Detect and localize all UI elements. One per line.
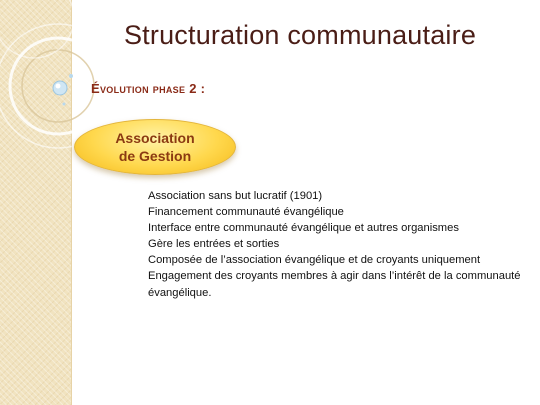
list-item: Association sans but lucratif (1901) [148,190,323,202]
list-item: Engagement des croyants membres à agir dans l’intérêt de la communauté évangélique. [148,270,521,299]
slide-subtitle: Évolution phase 2 : [91,81,206,96]
list-item: Composée de l’association évangélique et de croyants uniquement [148,254,481,267]
bullet-list [148,188,533,301]
oval-label: Association de Gestion [115,130,195,164]
list-item: Gère les entrées et sorties [148,238,280,251]
list-item: Financement communauté évangélique [148,206,344,219]
association-oval [74,119,236,175]
slide-title: Structuration communautaire [123,20,477,50]
list-item: Interface entre communauté évangélique et autres organismes [148,222,459,235]
